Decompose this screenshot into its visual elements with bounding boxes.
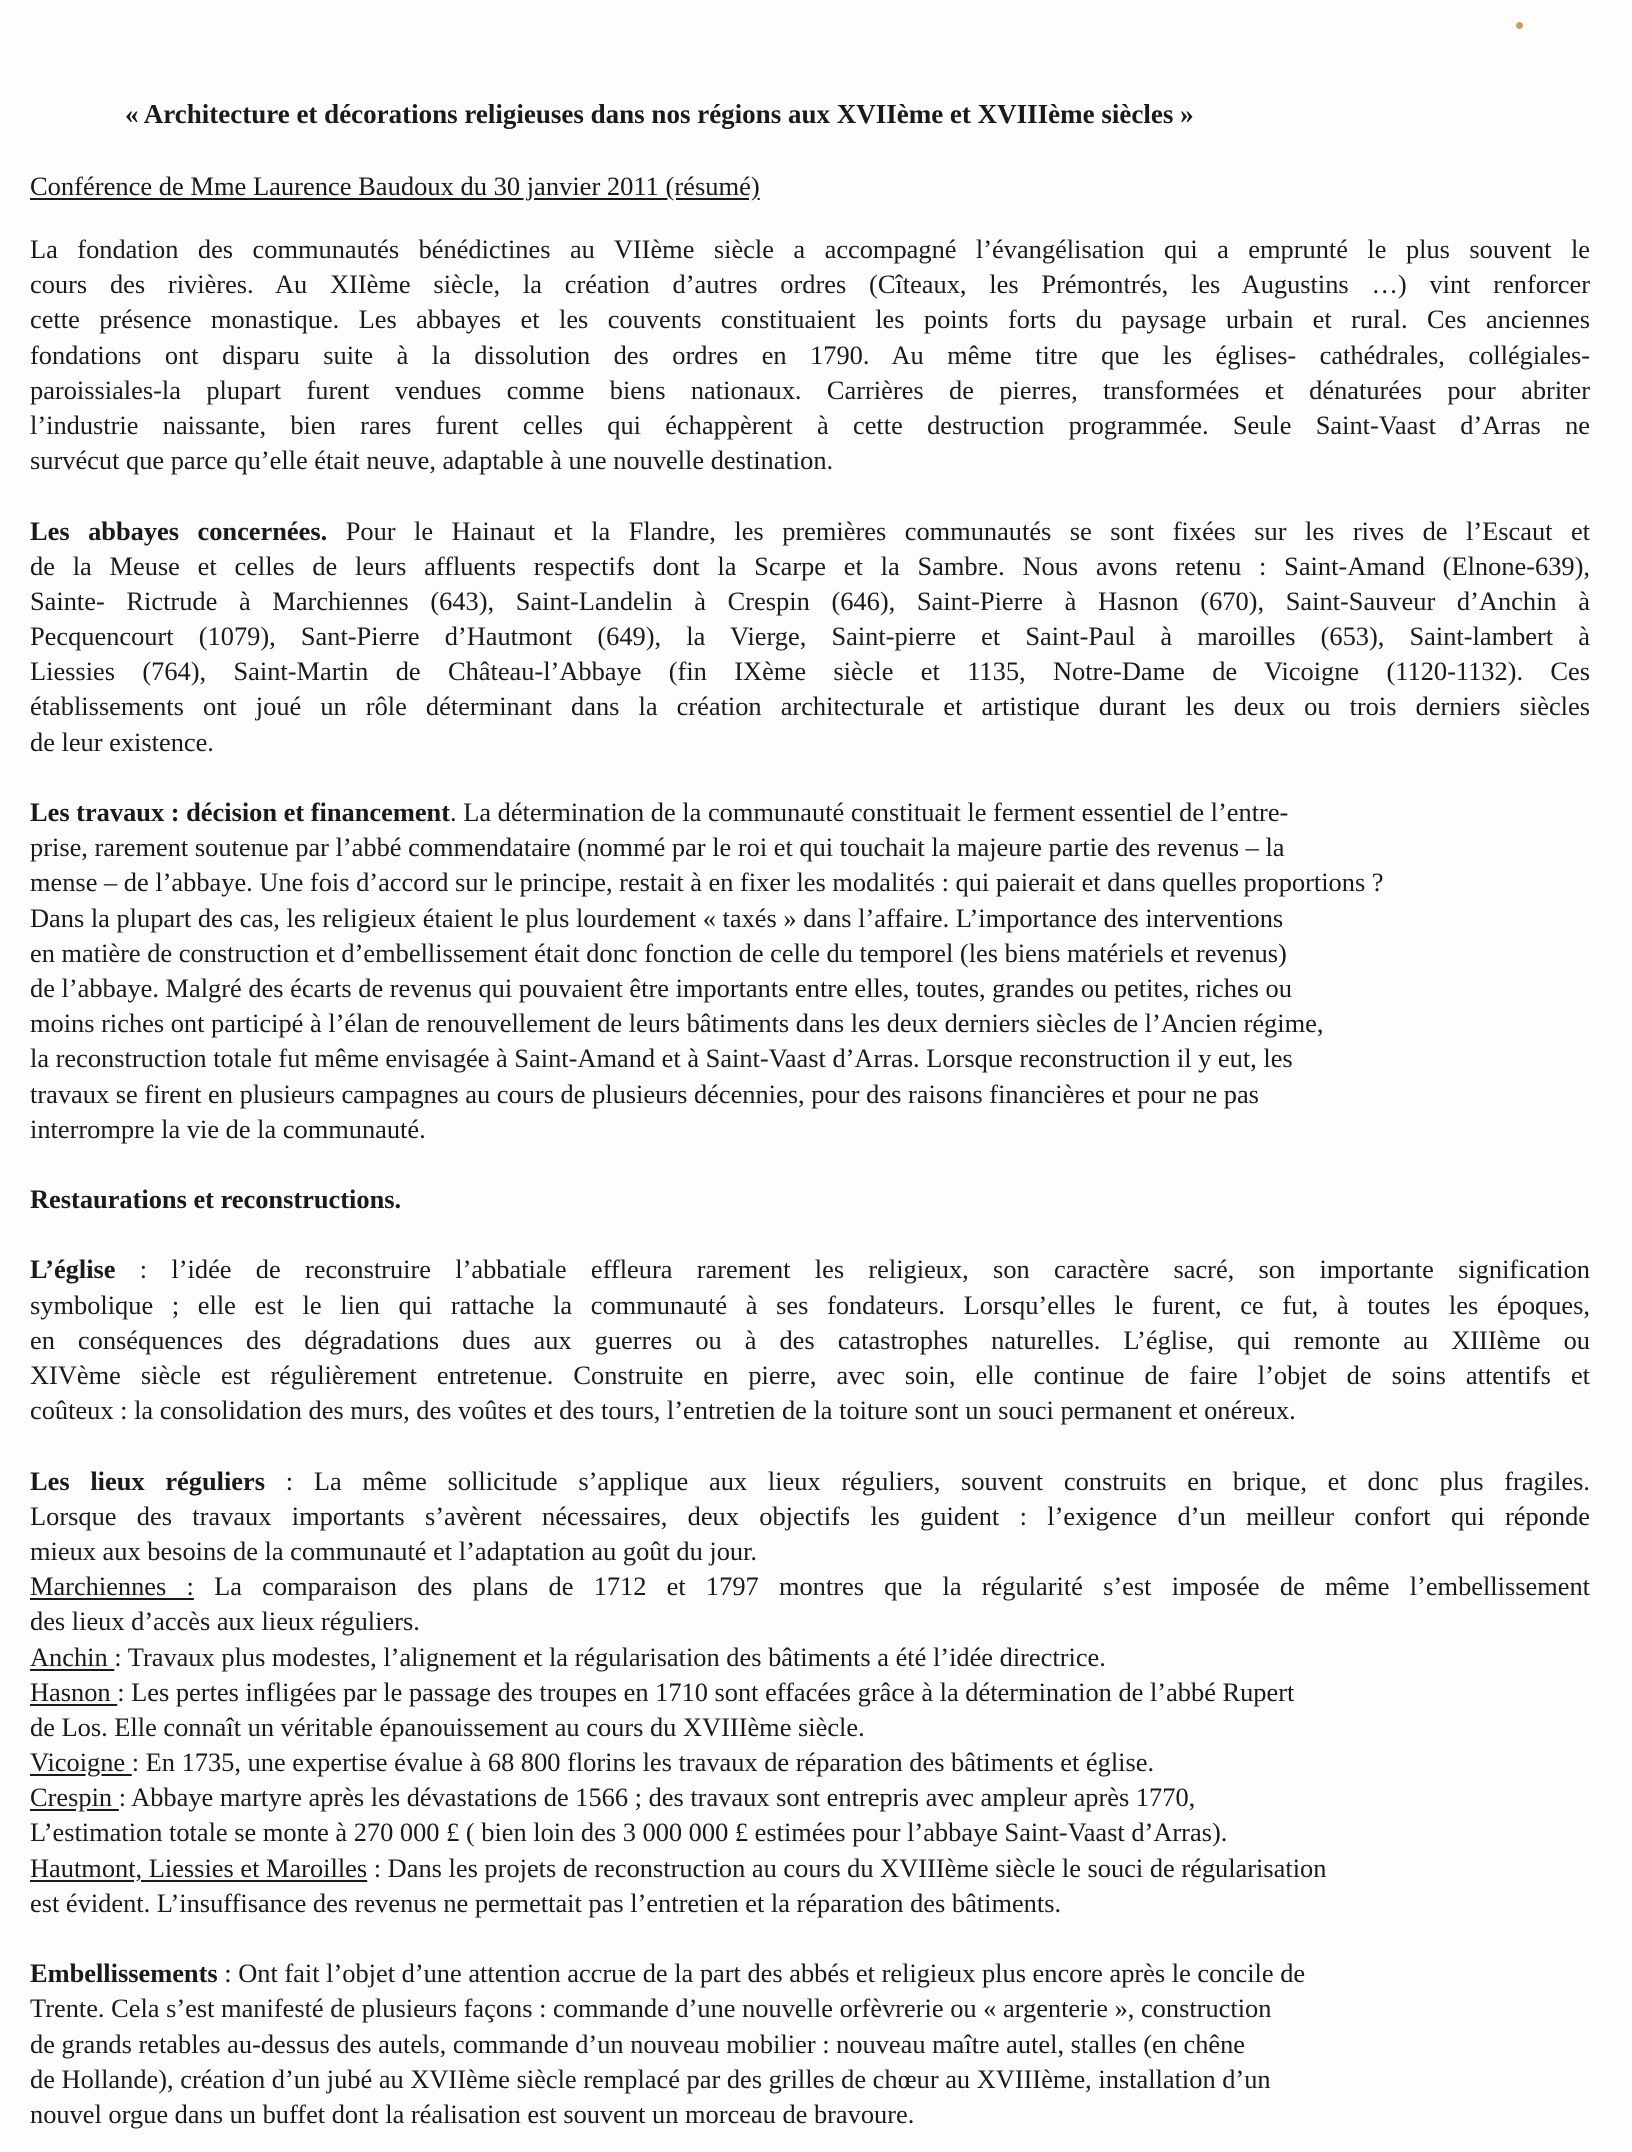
paragraph-gap	[30, 478, 1590, 513]
text-line: survécut que parce qu’elle était neuve, adaptable à une nouvelle destination.	[30, 445, 834, 476]
text-line: l’industrie naissante, bien rares furent celles qui échappèrent à cette destruction programmée. Seule Saint-Vaast d’Arras ne	[30, 409, 1590, 440]
section-heading-embellissements: Embellissements	[30, 1958, 218, 1989]
eglise-paragraph	[30, 1252, 1590, 1428]
abbey-label-marchiennes: Marchiennes :	[30, 1571, 194, 1602]
document-body	[30, 232, 1590, 2132]
text-line	[30, 1252, 1590, 1287]
text-line: Pecquencourt (1079), Sant-Pierre d’Hautmont (649), la Vierge, Saint-pierre et Saint-Paul à maroilles (653), Saint-lambert à	[30, 621, 1590, 652]
text-line: en matière de construction et d’embellissement était donc fonction de celle du temporel (les biens matériels et revenus)	[30, 937, 1287, 968]
text-line: prise, rarement soutenue par l’abbé commendataire (nommé par le roi et qui touchait la majeure partie des revenus – la	[30, 832, 1285, 863]
embellissements-paragraph	[30, 1956, 1590, 2132]
document-subtitle: Conférence de Mme Laurence Baudoux du 30 janvier 2011 (résumé)	[30, 171, 760, 201]
text-line: travaux se firent en plusieurs campagnes au cours de plusieurs décennies, pour des raisons financières et pour ne pas	[30, 1078, 1259, 1109]
text-line: Trente. Cela s’est manifesté de plusieurs façons : commande d’une nouvelle orfèvrerie ou « argenterie », construction	[30, 1993, 1272, 2024]
paper-speck	[1516, 22, 1523, 29]
text-line: cette présence monastique. Les abbayes et les couvents constituaient les points forts du paysage urbain et rural. Ces anciennes	[30, 304, 1590, 335]
text-line: de Los. Elle connaît un véritable épanouissement au cours du XVIIIème siècle.	[30, 1711, 865, 1742]
paragraph-gap	[30, 1217, 1590, 1252]
text-line: L’estimation totale se monte à 270 000 £ ( bien loin des 3 000 000 £ estimées pour l’abbaye Saint-Vaast d’Arras).	[30, 1817, 1228, 1848]
text-run: . La détermination de la communauté constituait le ferment essentiel de l’entre-	[450, 797, 1289, 827]
text-line: fondations ont disparu suite à la dissolution des ordres en 1790. Au même titre que les églises- cathédrales, collégiales-	[30, 339, 1590, 370]
text-line: La fondation des communautés bénédictines au VIIème siècle a accompagné l’évangélisation qui a emprunté le plus souvent le	[30, 234, 1590, 264]
text-line: en conséquences des dégradations dues aux guerres ou à des catastrophes naturelles. L’église, qui remonte au XIIIème ou	[30, 1324, 1590, 1355]
text-line: la reconstruction totale fut même envisagée à Saint-Amand et à Saint-Vaast d’Arras. Lorsque reconstruction il y eut, les	[30, 1043, 1293, 1074]
text-line	[30, 1851, 1590, 1886]
text-line: Lorsque des travaux importants s’avèrent nécessaires, deux objectifs les guident : l’exigence d’un meilleur confort qui réponde	[30, 1500, 1590, 1531]
text-run: : Travaux plus modestes, l’alignement et la régularisation des bâtiments a été l’idée directrice.	[114, 1641, 1106, 1672]
text-line: interrompre la vie de la communauté.	[30, 1113, 426, 1144]
section-heading-lieux: Les lieux réguliers	[30, 1465, 265, 1496]
text-line: coûteux : la consolidation des murs, des voûtes et des tours, l’entretien de la toiture sont un souci permanent et onéreux.	[30, 1395, 1296, 1426]
text-line	[30, 1956, 1590, 1991]
text-line: de l’abbaye. Malgré des écarts de revenus qui pouvaient être importants entre elles, toutes, grandes ou petites, riches ou	[30, 972, 1292, 1003]
text-run: : Ont fait l’objet d’une attention accrue de la part des abbés et religieux plus encore après le concile de	[217, 1958, 1306, 1989]
text-line: de la Meuse et celles de leurs affluents respectifs dont la Scarpe et la Sambre. Nous avons retenu : Saint-Amand (Elnone-639),	[30, 550, 1590, 581]
text-line: Sainte- Rictrude à Marchiennes (643), Saint-Landelin à Crespin (646), Saint-Pierre à Hasnon (670), Saint-Sauveur d’Anchin à	[30, 585, 1590, 616]
text-line	[30, 1745, 1590, 1780]
text-line: de Hollande), création d’un jubé au XVIIème siècle remplacé par des grilles de chœur au XVIIIème, installation d’un	[30, 2063, 1271, 2094]
text-line: des lieux d’accès aux lieux réguliers.	[30, 1606, 420, 1637]
text-run: : Abbaye martyre après les dévastations de 1566 ; des travaux sont entrepris avec ampleur après 1770,	[118, 1782, 1196, 1813]
paragraph-gap	[30, 1428, 1590, 1463]
text-run: La comparaison des plans de 1712 et 1797 montres que la régularité s’est imposée de même l’embellissement	[193, 1571, 1590, 1602]
section-heading-travaux: Les travaux : décision et financement	[30, 797, 450, 827]
text-line: de leur existence.	[30, 726, 214, 757]
text-line: moins riches ont participé à l’élan de renouvellement de leurs bâtiments dans les deux derniers siècles de l’Ancien régime,	[30, 1008, 1324, 1039]
text-line	[30, 1675, 1590, 1710]
text-run: : Les pertes infligées par le passage des troupes en 1710 sont effacées grâce à la détermination de l’abbé Rupert	[117, 1676, 1295, 1707]
text-run: : En 1735, une expertise évalue à 68 800 florins les travaux de réparation des bâtiments et église.	[131, 1747, 1155, 1778]
text-line	[30, 1464, 1590, 1499]
section-heading-eglise: L’église	[30, 1254, 116, 1285]
text-line: paroissiales-la plupart furent vendues comme biens nationaux. Carrières de pierres, transformées et dénaturées pour abriter	[30, 374, 1590, 405]
abbey-label-anchin: Anchin	[30, 1641, 115, 1672]
text-run: : l’idée de reconstruire l’abbatiale effleura rarement les religieux, son caractère sacré, son importante signification	[115, 1254, 1590, 1285]
paragraph-gap	[30, 1147, 1590, 1182]
text-line: nouvel orgue dans un buffet dont la réalisation est souvent un morceau de bravoure.	[30, 2098, 915, 2129]
section-heading-abbayes: Les abbayes concernées.	[30, 515, 328, 546]
text-line: XIVème siècle est régulièrement entretenue. Construite en pierre, avec soin, elle continue de faire l’objet de soins attentifs et	[30, 1360, 1590, 1390]
section-heading-restaurations: Restaurations et reconstructions.	[30, 1184, 402, 1215]
text-run: : La même sollicitude s’applique aux lieux réguliers, souvent construits en brique, et donc plus fragiles.	[265, 1465, 1590, 1496]
text-line: de grands retables au-dessus des autels, commande d’un nouveau mobilier : nouveau maître autel, stalles (en chêne	[30, 2028, 1246, 2059]
text-line	[30, 1780, 1590, 1815]
text-line: mieux aux besoins de la communauté et l’adaptation au goût du jour.	[30, 1535, 758, 1566]
text-run: Pour le Hainaut et la Flandre, les premières communautés se sont fixées sur les rives de l’Escaut et	[327, 515, 1591, 546]
text-line: mense – de l’abbaye. Une fois d’accord sur le principe, restait à en fixer les modalités : qui paierait et dans quelles proportions ?	[30, 867, 1384, 898]
abbey-label-hasnon: Hasnon	[30, 1676, 118, 1707]
document-title: « Architecture et décorations religieuses dans nos régions aux XVIIème et XVIIIème siècles »	[125, 99, 1194, 129]
lieux-paragraph	[30, 1464, 1590, 1921]
paragraph-gap	[30, 1921, 1590, 1956]
paragraph-gap	[30, 760, 1590, 795]
text-line	[30, 514, 1590, 549]
text-line: Liessies (764), Saint-Martin de Château-l’Abbaye (fin IXème siècle et 1135, Notre-Dame de Vicoigne (1120-1132). Ces	[30, 656, 1590, 687]
text-line: Dans la plupart des cas, les religieux étaient le plus lourdement « taxés » dans l’affaire. L’importance des interventions	[30, 902, 1284, 933]
travaux-paragraph	[30, 795, 1590, 1147]
intro-paragraph	[30, 232, 1590, 478]
text-run: : Dans les projets de reconstruction au cours du XVIIIème siècle le souci de régularisation	[367, 1852, 1327, 1883]
abbey-label-crespin: Crespin	[30, 1782, 119, 1813]
text-line	[30, 1569, 1590, 1604]
text-line	[30, 795, 1590, 830]
text-line	[30, 1640, 1590, 1675]
text-line: établissements ont joué un rôle déterminant dans la création architecturale et artistique durant les deux ou trois derniers siècles	[30, 691, 1590, 722]
text-line: cours des rivières. Au XIIème siècle, la création d’autres ordres (Cîteaux, les Prémontrés, les Augustins …) vint renforcer	[30, 269, 1590, 300]
text-line: symbolique ; elle est le lien qui rattache la communauté à ses fondateurs. Lorsqu’elles le furent, ce fut, à toutes les époques,	[30, 1289, 1590, 1320]
abbayes-paragraph	[30, 514, 1590, 760]
text-line: est évident. L’insuffisance des revenus ne permettait pas l’entretien et la réparation des bâtiments.	[30, 1887, 1062, 1918]
abbey-label-hautmont: Hautmont, Liessies et Maroilles	[30, 1852, 368, 1883]
abbey-label-vicoigne: Vicoigne	[30, 1747, 132, 1778]
